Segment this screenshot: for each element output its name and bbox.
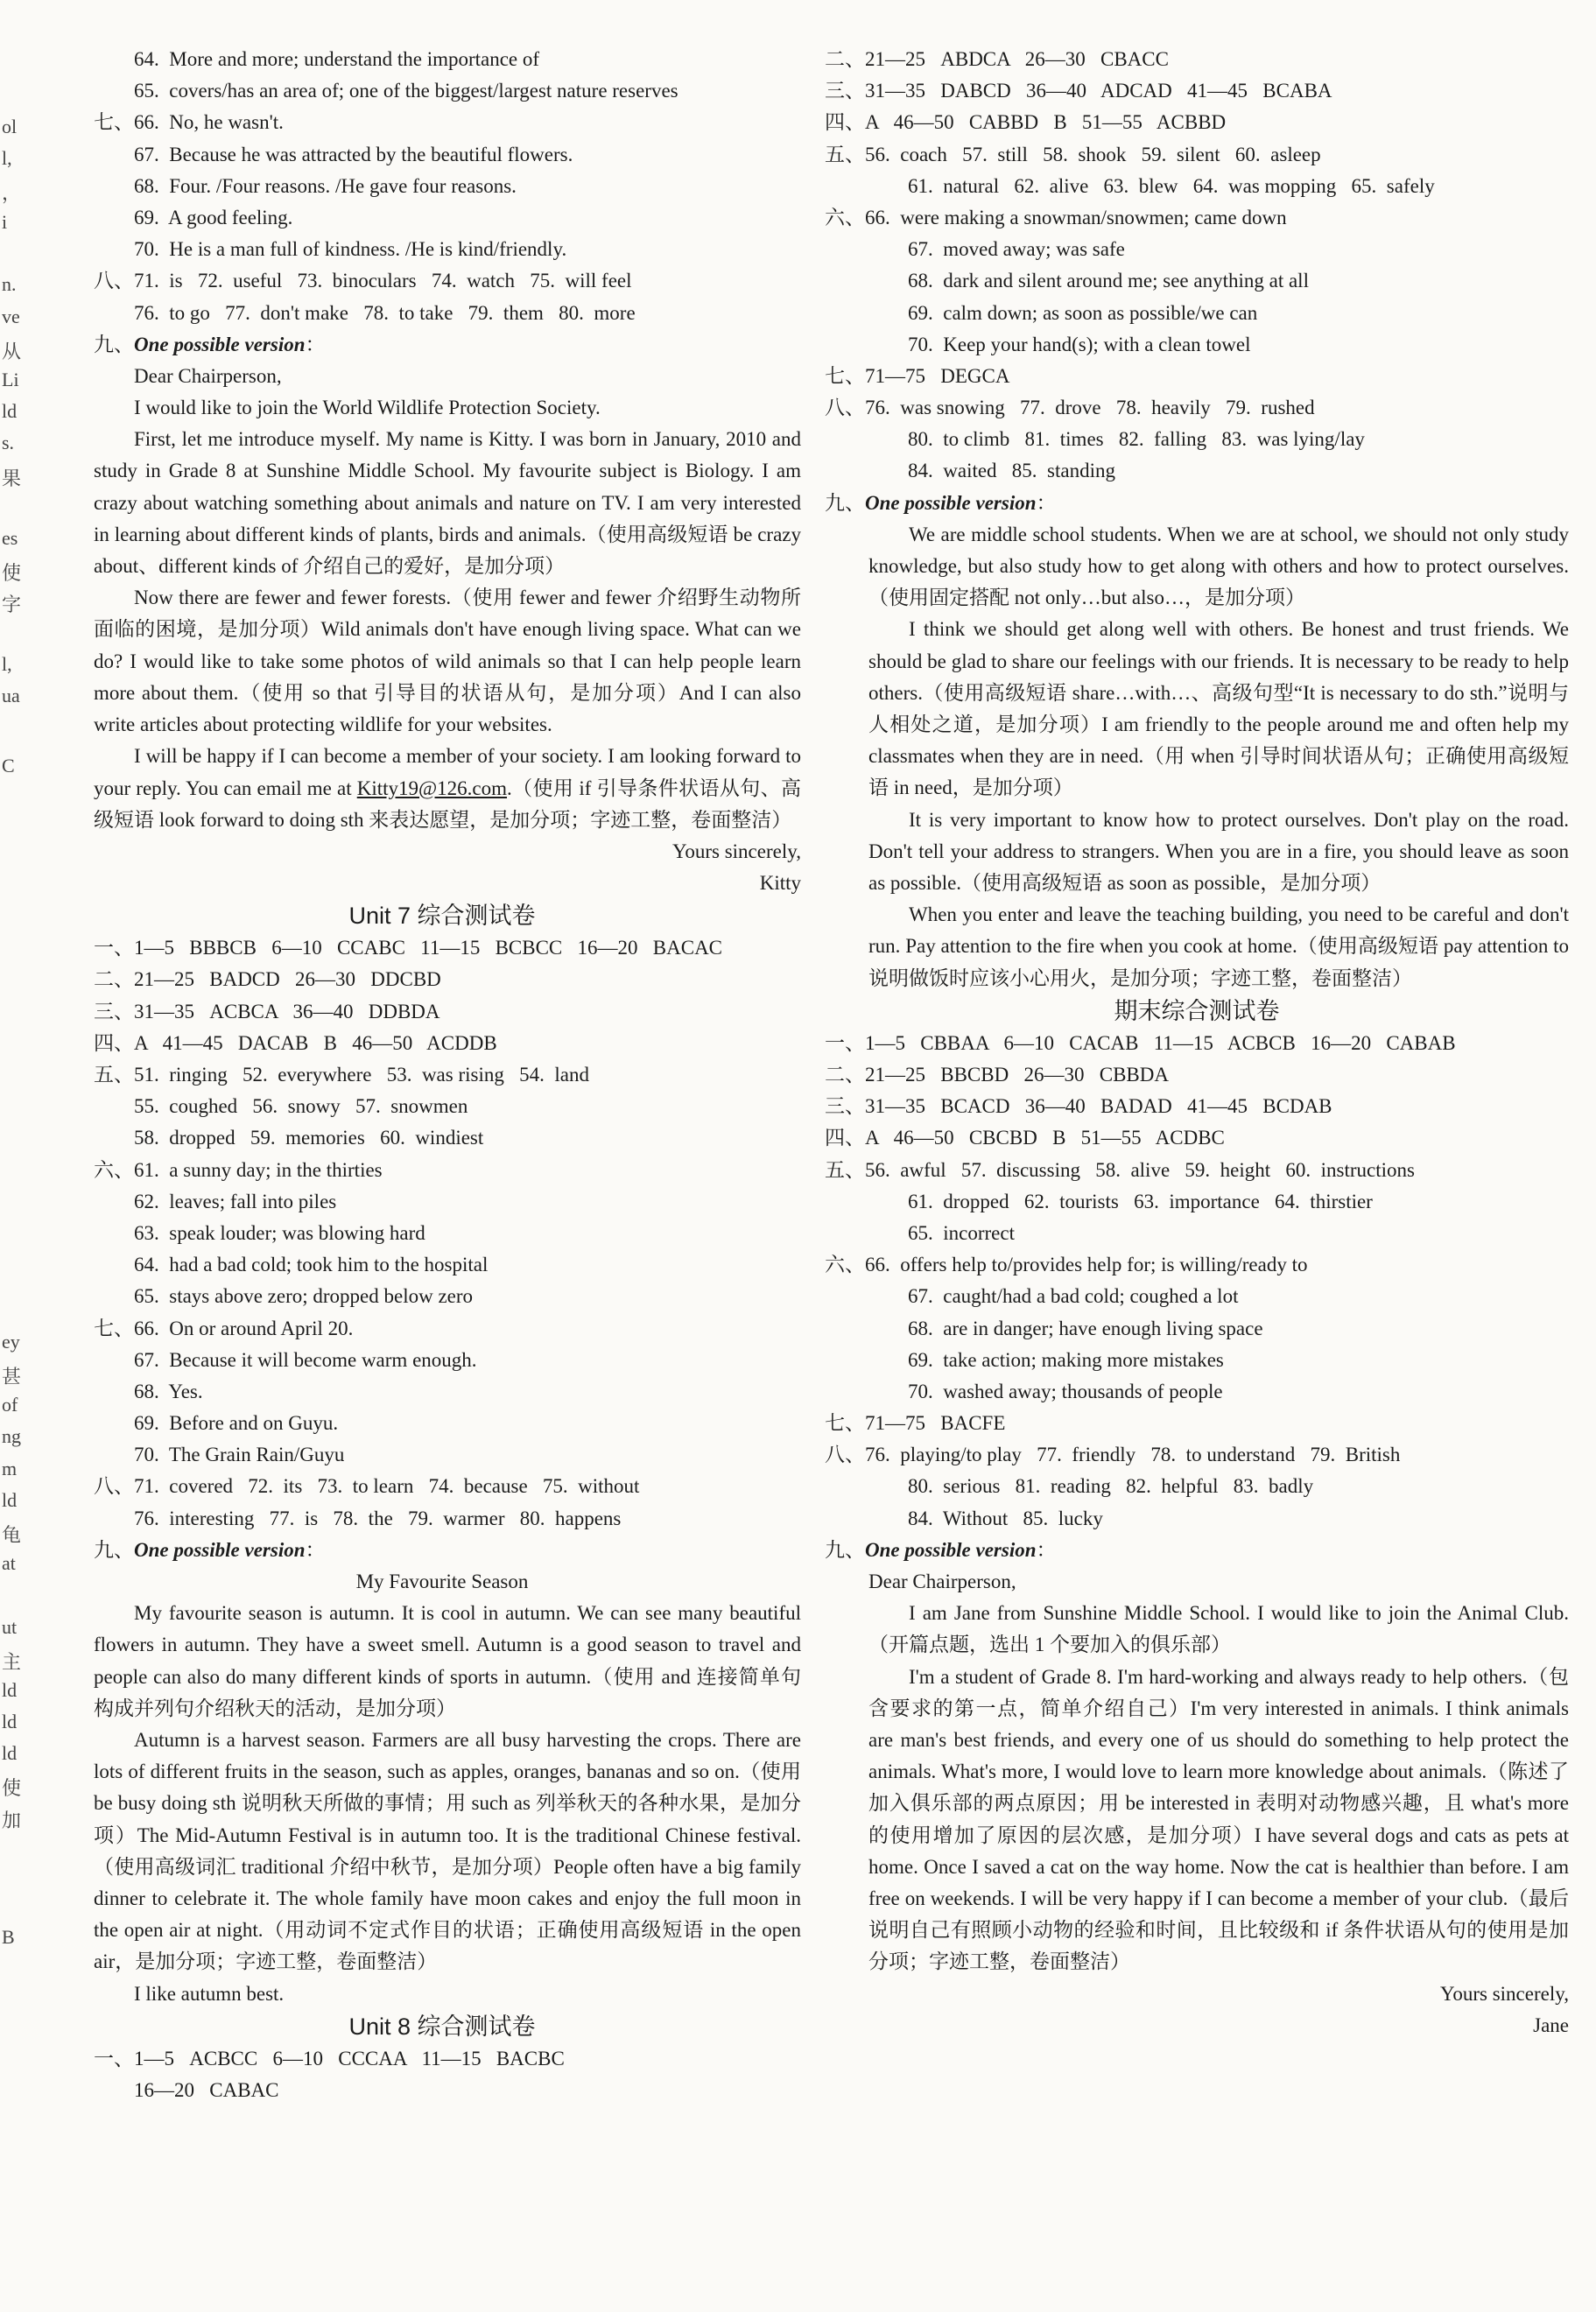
answer-line: 六、61. a sunny day; in the thirties bbox=[94, 1158, 383, 1181]
section-label bbox=[83, 1535, 801, 1566]
answer-line: 67. caught/had a bad cold; coughed a lot bbox=[908, 1285, 1239, 1308]
margin-fragment: ut bbox=[2, 1616, 18, 1638]
answer-line: 三、31—35 ACBCA 36—40 DDBDA bbox=[94, 1000, 440, 1022]
margin-fragment: of bbox=[2, 1394, 18, 1416]
margin-fragment: at bbox=[2, 1552, 16, 1574]
answer-line: 68. are in danger; have enough living space bbox=[908, 1317, 1263, 1339]
answer-line: 70. He is a man full of kindness. /He is kind/friendly. bbox=[134, 238, 567, 261]
answer-line: 67. moved away; was safe bbox=[908, 238, 1125, 261]
answer-line: 84. Without 85. lucky bbox=[908, 1507, 1103, 1529]
version-label: One possible version bbox=[134, 1538, 306, 1561]
essay-paragraph: We are middle school students. When we are at school, we should not only study knowledge, but also study how to get along with others and how to protect ourselves.（使用固定搭配 not only…but also…，是加分项） bbox=[868, 523, 1569, 609]
margin-fragment: 果 bbox=[2, 467, 21, 489]
essay-paragraph: My favourite season is autumn. It is cool in autumn. We can see many beautiful flowers in autumn. They have a sweet smell. Autumn is a good season to travel and people can also do many different kinds of sports in autumn.（使用 and 连接简单句构成并列句介绍秋天的活动，是加分项） bbox=[94, 1602, 801, 1719]
margin-fragment: ng bbox=[2, 1425, 21, 1447]
section-label bbox=[825, 1535, 1569, 1566]
margin-fragment: 从 bbox=[2, 341, 21, 362]
margin-fragment: ld bbox=[2, 1711, 18, 1732]
answer-line: 69. A good feeling. bbox=[134, 206, 293, 228]
margin-fragment: i bbox=[2, 211, 8, 233]
margin-fragment: ve bbox=[2, 306, 20, 327]
margin-fragment: s. bbox=[2, 432, 15, 453]
answer-line: 62. leaves; fall into piles bbox=[134, 1190, 337, 1212]
answer-line: 七、71—75 DEGCA bbox=[825, 364, 1010, 387]
answer-line: 68. dark and silent around me; see anything at all bbox=[908, 270, 1309, 292]
margin-fragment: C bbox=[2, 755, 15, 777]
margin-fragment: ld bbox=[2, 1679, 18, 1701]
answer-line: 69. Before and on Guyu. bbox=[134, 1412, 339, 1435]
essay-paragraph: I would like to join the World Wildlife Protection Society. bbox=[134, 397, 601, 419]
salutation: Dear Chairperson, bbox=[868, 1571, 1016, 1593]
essay-paragraph: I am Jane from Sunshine Middle School. I would like to join the Animal Club.（开篇点题，选出 1 个要加入的俱乐部） bbox=[868, 1602, 1569, 1656]
answer-line: 七、66. No, he wasn't. bbox=[94, 111, 284, 134]
answer-line: 二、21—25 BBCBD 26—30 CBBDA bbox=[825, 1064, 1169, 1086]
margin-fragment: ua bbox=[2, 685, 20, 706]
margin-fragment: 主 bbox=[2, 1651, 21, 1673]
answer-line: 69. take action; making more mistakes bbox=[908, 1348, 1224, 1371]
salutation: Dear Chairperson, bbox=[134, 364, 282, 387]
answer-line: 16—20 CABAC bbox=[134, 2079, 279, 2102]
left-margin-cropped-text bbox=[0, 0, 21, 2312]
answer-line: 63. speak louder; was blowing hard bbox=[134, 1221, 425, 1244]
margin-fragment: ol bbox=[2, 116, 18, 137]
answer-line: 55. coughed 56. snowy 57. snowmen bbox=[134, 1095, 468, 1118]
paragraph-text: .（使用 if 引导条件状语从句、高级短语 look forward to doing sth 来表达愿望，是加分项；字迹工整，卷面整洁） bbox=[94, 777, 801, 831]
colon: ： bbox=[1036, 1538, 1057, 1561]
answer-line: 一、1—5 BBBCB 6—10 CCABC 11—15 BCBCC 16—20 BACAC bbox=[94, 937, 723, 959]
essay-paragraph: When you enter and leave the teaching building, you need to be careful and don't run. Pay attention to the fire when you cook at home.（使用高级短语 pay attention to 说明做饭时应该小心用火，是加分项；字迹工整，卷面整洁） bbox=[868, 903, 1569, 989]
answer-line: 70. Keep your hand(s); with a clean towel bbox=[908, 333, 1251, 355]
signature: Kitty bbox=[759, 872, 801, 895]
answer-line: 68. Four. /Four reasons. /He gave four reasons. bbox=[134, 174, 517, 197]
right-column bbox=[825, 44, 1569, 2041]
essay-paragraph: I like autumn best. bbox=[134, 1982, 285, 2005]
email-address: Kitty19@126.com bbox=[356, 777, 508, 799]
version-label: One possible version bbox=[865, 1538, 1037, 1561]
version-label: One possible version bbox=[134, 333, 306, 355]
answer-line: 四、A 41—45 DACAB B 46—50 ACDDB bbox=[94, 1031, 497, 1054]
section-number: 九、 bbox=[825, 1538, 865, 1561]
margin-fragment: B bbox=[2, 1926, 15, 1948]
answer-line: 70. washed away; thousands of people bbox=[908, 1380, 1223, 1402]
margin-fragment: 加 bbox=[2, 1810, 21, 1831]
answer-line: 八、71. covered 72. its 73. to learn 74. because 75. without bbox=[94, 1475, 640, 1498]
answer-line: 76. interesting 77. is 78. the 79. warmer 80. happens bbox=[134, 1507, 622, 1529]
answer-line: 六、66. were making a snowman/snowmen; came down bbox=[825, 206, 1287, 228]
left-column bbox=[83, 44, 801, 2106]
answer-line: 61. dropped 62. tourists 63. importance 64. thirstier bbox=[908, 1190, 1373, 1212]
section-label bbox=[83, 329, 801, 361]
answer-line: 65. covers/has an area of; one of the biggest/largest nature reserves bbox=[134, 80, 678, 102]
margin-fragment: es bbox=[2, 527, 18, 549]
answer-line: 65. incorrect bbox=[908, 1221, 1015, 1244]
answer-line: 八、71. is 72. useful 73. binoculars 74. watch 75. will feel bbox=[94, 270, 632, 292]
margin-fragment: ld bbox=[2, 400, 18, 422]
unit8-heading: Unit 8 综合测试卷 bbox=[348, 2013, 536, 2040]
section-number: 九、 bbox=[825, 491, 865, 514]
section-number: 九、 bbox=[94, 333, 134, 355]
closing: Yours sincerely, bbox=[672, 840, 801, 862]
margin-fragment: ld bbox=[2, 1742, 18, 1764]
answer-line: 61. natural 62. alive 63. blew 64. was mopping 65. safely bbox=[908, 174, 1435, 197]
margin-fragment: ld bbox=[2, 1489, 18, 1511]
margin-fragment: Li bbox=[2, 369, 19, 390]
colon: ： bbox=[305, 1538, 326, 1561]
margin-fragment: ， bbox=[2, 182, 21, 204]
answer-line: 一、1—5 ACBCC 6—10 CCCAA 11—15 BACBC bbox=[94, 2047, 565, 2070]
signature: Jane bbox=[1533, 2013, 1569, 2036]
margin-fragment: 甚 bbox=[2, 1366, 21, 1388]
essay-paragraph: I think we should get along well with others. Be honest and trust friends. We should be glad to share our feelings with our friends. It is necessary to be ready to help others.（使用高级短语 share…with…、高级句型“It is necessary to do sth.”说明与人相处之道，是加分项）I am friendly to the people around me and often help my classmates when they are in need.（用 when 引导时间状语从句；正确使用高级短语 in need，是加分项） bbox=[868, 618, 1569, 799]
answer-line: 64. had a bad cold; took him to the hospital bbox=[134, 1254, 489, 1276]
answer-line: 三、31—35 BCACD 36—40 BADAD 41—45 BCDAB bbox=[825, 1095, 1332, 1118]
essay-paragraph: First, let me introduce myself. My name is Kitty. I was born in January, 2010 and study in Grade 8 at Sunshine Middle School. My favourite subject is Biology. I am crazy about watching something about animals and nature on TV. I am very interested in learning about different kinds of plants, birds and animals.（使用高级短语 be crazy about、different kinds of 介绍自己的爱好，是加分项） bbox=[94, 428, 801, 578]
margin-fragment: 龟 bbox=[2, 1524, 21, 1546]
essay-paragraph: I'm a student of Grade 8. I'm hard-working and always ready to help others.（包含要求的第一点，简单介绍自己）I'm very interested in animals. I think animals are man's best friends, and every one of us should do something to help protect the animals. What's more, I would love to learn more knowledge about animals.（陈述了加入俱乐部的两点原因；用 be interested in 表明对动物感兴趣，且 what's more 的使用增加了原因的层次感，是加分项）I have several dogs and cats as pets at home. Once I saved a cat on the way home. Now the cat is healthier than before. I am free on weekends. I will be very happy if I can become a member of your club.（最后说明自己有照顾小动物的经验和时间，且比较级和 if 条件状语从句的使用是加分项；字迹工整，卷面整洁） bbox=[868, 1665, 1569, 1973]
answer-line: 80. serious 81. reading 82. helpful 83. badly bbox=[908, 1475, 1314, 1498]
answer-line: 68. Yes. bbox=[134, 1380, 203, 1402]
essay-paragraph: It is very important to know how to protect ourselves. Don't play on the road. Don't tell your address to strangers. When you are in a fire, you should leave as soon as possible.（使用高级短语 as soon as possible，是加分项） bbox=[868, 808, 1569, 895]
version-label: One possible version bbox=[865, 491, 1037, 514]
answer-line: 二、21—25 ABDCA 26—30 CBACC bbox=[825, 48, 1169, 70]
answer-line: 80. to climb 81. times 82. falling 83. was lying/lay bbox=[908, 428, 1365, 451]
answer-line: 四、A 46—50 CABBD B 51—55 ACBBD bbox=[825, 111, 1227, 134]
margin-fragment: ey bbox=[2, 1331, 20, 1353]
essay-paragraph: Now there are fewer and fewer forests.（使用 fewer and fewer 介绍野生动物所面临的困境，是加分项）Wild animals don't have enough living space. What can we do? I would like to take some photos of wild animals so that I can help people learn more about them.（使用 so that 引导目的状语从句，是加分项）And I can also write articles about protecting wildlife for your websites. bbox=[94, 587, 801, 736]
answer-line: 八、76. playing/to play 77. friendly 78. to understand 79. British bbox=[825, 1444, 1401, 1466]
essay-paragraph: Autumn is a harvest season. Farmers are all busy harvesting the crops. There are lots of different fruits in the season, such as apples, oranges, bananas and so on.（使用 be busy doing sth 说明秋天所做的事情；用 such as 列举秋天的各种水果，是加分项）The Mid-Autumn Festival is in autumn too. It is the traditional Chinese festival.（使用高级词汇 traditional 介绍中秋节，是加分项）People often have a big family dinner to celebrate it. The whole family have moon cakes and enjoy the full moon in the open air at night.（用动词不定式作目的状语；正确使用高级短语 in the open air，是加分项；字迹工整，卷面整洁） bbox=[94, 1729, 801, 1973]
answer-line: 67. Because he was attracted by the beautiful flowers. bbox=[134, 143, 573, 165]
answer-line: 七、71—75 BACFE bbox=[825, 1412, 1006, 1435]
answer-line: 五、51. ringing 52. everywhere 53. was rising 54. land bbox=[94, 1064, 589, 1086]
margin-fragment: m bbox=[2, 1458, 18, 1479]
margin-fragment: 使 bbox=[2, 562, 21, 584]
answer-line: 八、76. was snowing 77. drove 78. heavily 79. rushed bbox=[825, 397, 1315, 419]
answer-line: 76. to go 77. don't make 78. to take 79. them 80. more bbox=[134, 301, 636, 324]
answer-line: 一、1—5 CBBAA 6—10 CACAB 11—15 ACBCB 16—20 CABAB bbox=[825, 1031, 1456, 1054]
answer-line: 四、A 46—50 CBCBD B 51—55 ACDBC bbox=[825, 1127, 1225, 1149]
answer-line: 64. More and more; understand the importance of bbox=[134, 48, 540, 70]
answer-line: 三、31—35 DABCD 36—40 ADCAD 41—45 BCABA bbox=[825, 80, 1332, 102]
answer-line: 69. calm down; as soon as possible/we can bbox=[908, 301, 1258, 324]
colon: ： bbox=[1036, 491, 1057, 514]
answer-line: 70. The Grain Rain/Guyu bbox=[134, 1444, 345, 1466]
unit7-heading: Unit 7 综合测试卷 bbox=[348, 903, 536, 930]
answer-line: 五、56. awful 57. discussing 58. alive 59. height 60. instructions bbox=[825, 1158, 1415, 1181]
margin-fragment: l, bbox=[2, 147, 12, 169]
margin-fragment: 字 bbox=[2, 594, 21, 615]
colon: ： bbox=[305, 333, 326, 355]
final-exam-heading: 期末综合测试卷 bbox=[1114, 997, 1280, 1024]
answer-line: 58. dropped 59. memories 60. windiest bbox=[134, 1127, 484, 1149]
essay-paragraph bbox=[94, 741, 801, 836]
paragraph-text: I will be happy if I can become a member of your society. I am looking forward to your reply. You can email me at bbox=[94, 745, 801, 799]
margin-fragment: 使 bbox=[2, 1777, 21, 1799]
answer-line: 84. waited 85. standing bbox=[908, 460, 1115, 482]
section-number: 九、 bbox=[94, 1538, 134, 1561]
closing: Yours sincerely, bbox=[1440, 1982, 1569, 2005]
answer-line: 五、56. coach 57. still 58. shook 59. silent 60. asleep bbox=[825, 143, 1321, 165]
answer-line: 二、21—25 BADCD 26—30 DDCBD bbox=[94, 968, 441, 991]
margin-fragment: n. bbox=[2, 273, 17, 295]
answer-line: 67. Because it will become warm enough. bbox=[134, 1348, 477, 1371]
margin-fragment: l, bbox=[2, 653, 12, 675]
answer-line: 七、66. On or around April 20. bbox=[94, 1317, 354, 1339]
section-label bbox=[825, 488, 1569, 519]
essay-title: My Favourite Season bbox=[355, 1571, 529, 1593]
answer-line: 65. stays above zero; dropped below zero bbox=[134, 1285, 474, 1308]
answer-line: 六、66. offers help to/provides help for; is willing/ready to bbox=[825, 1254, 1308, 1276]
